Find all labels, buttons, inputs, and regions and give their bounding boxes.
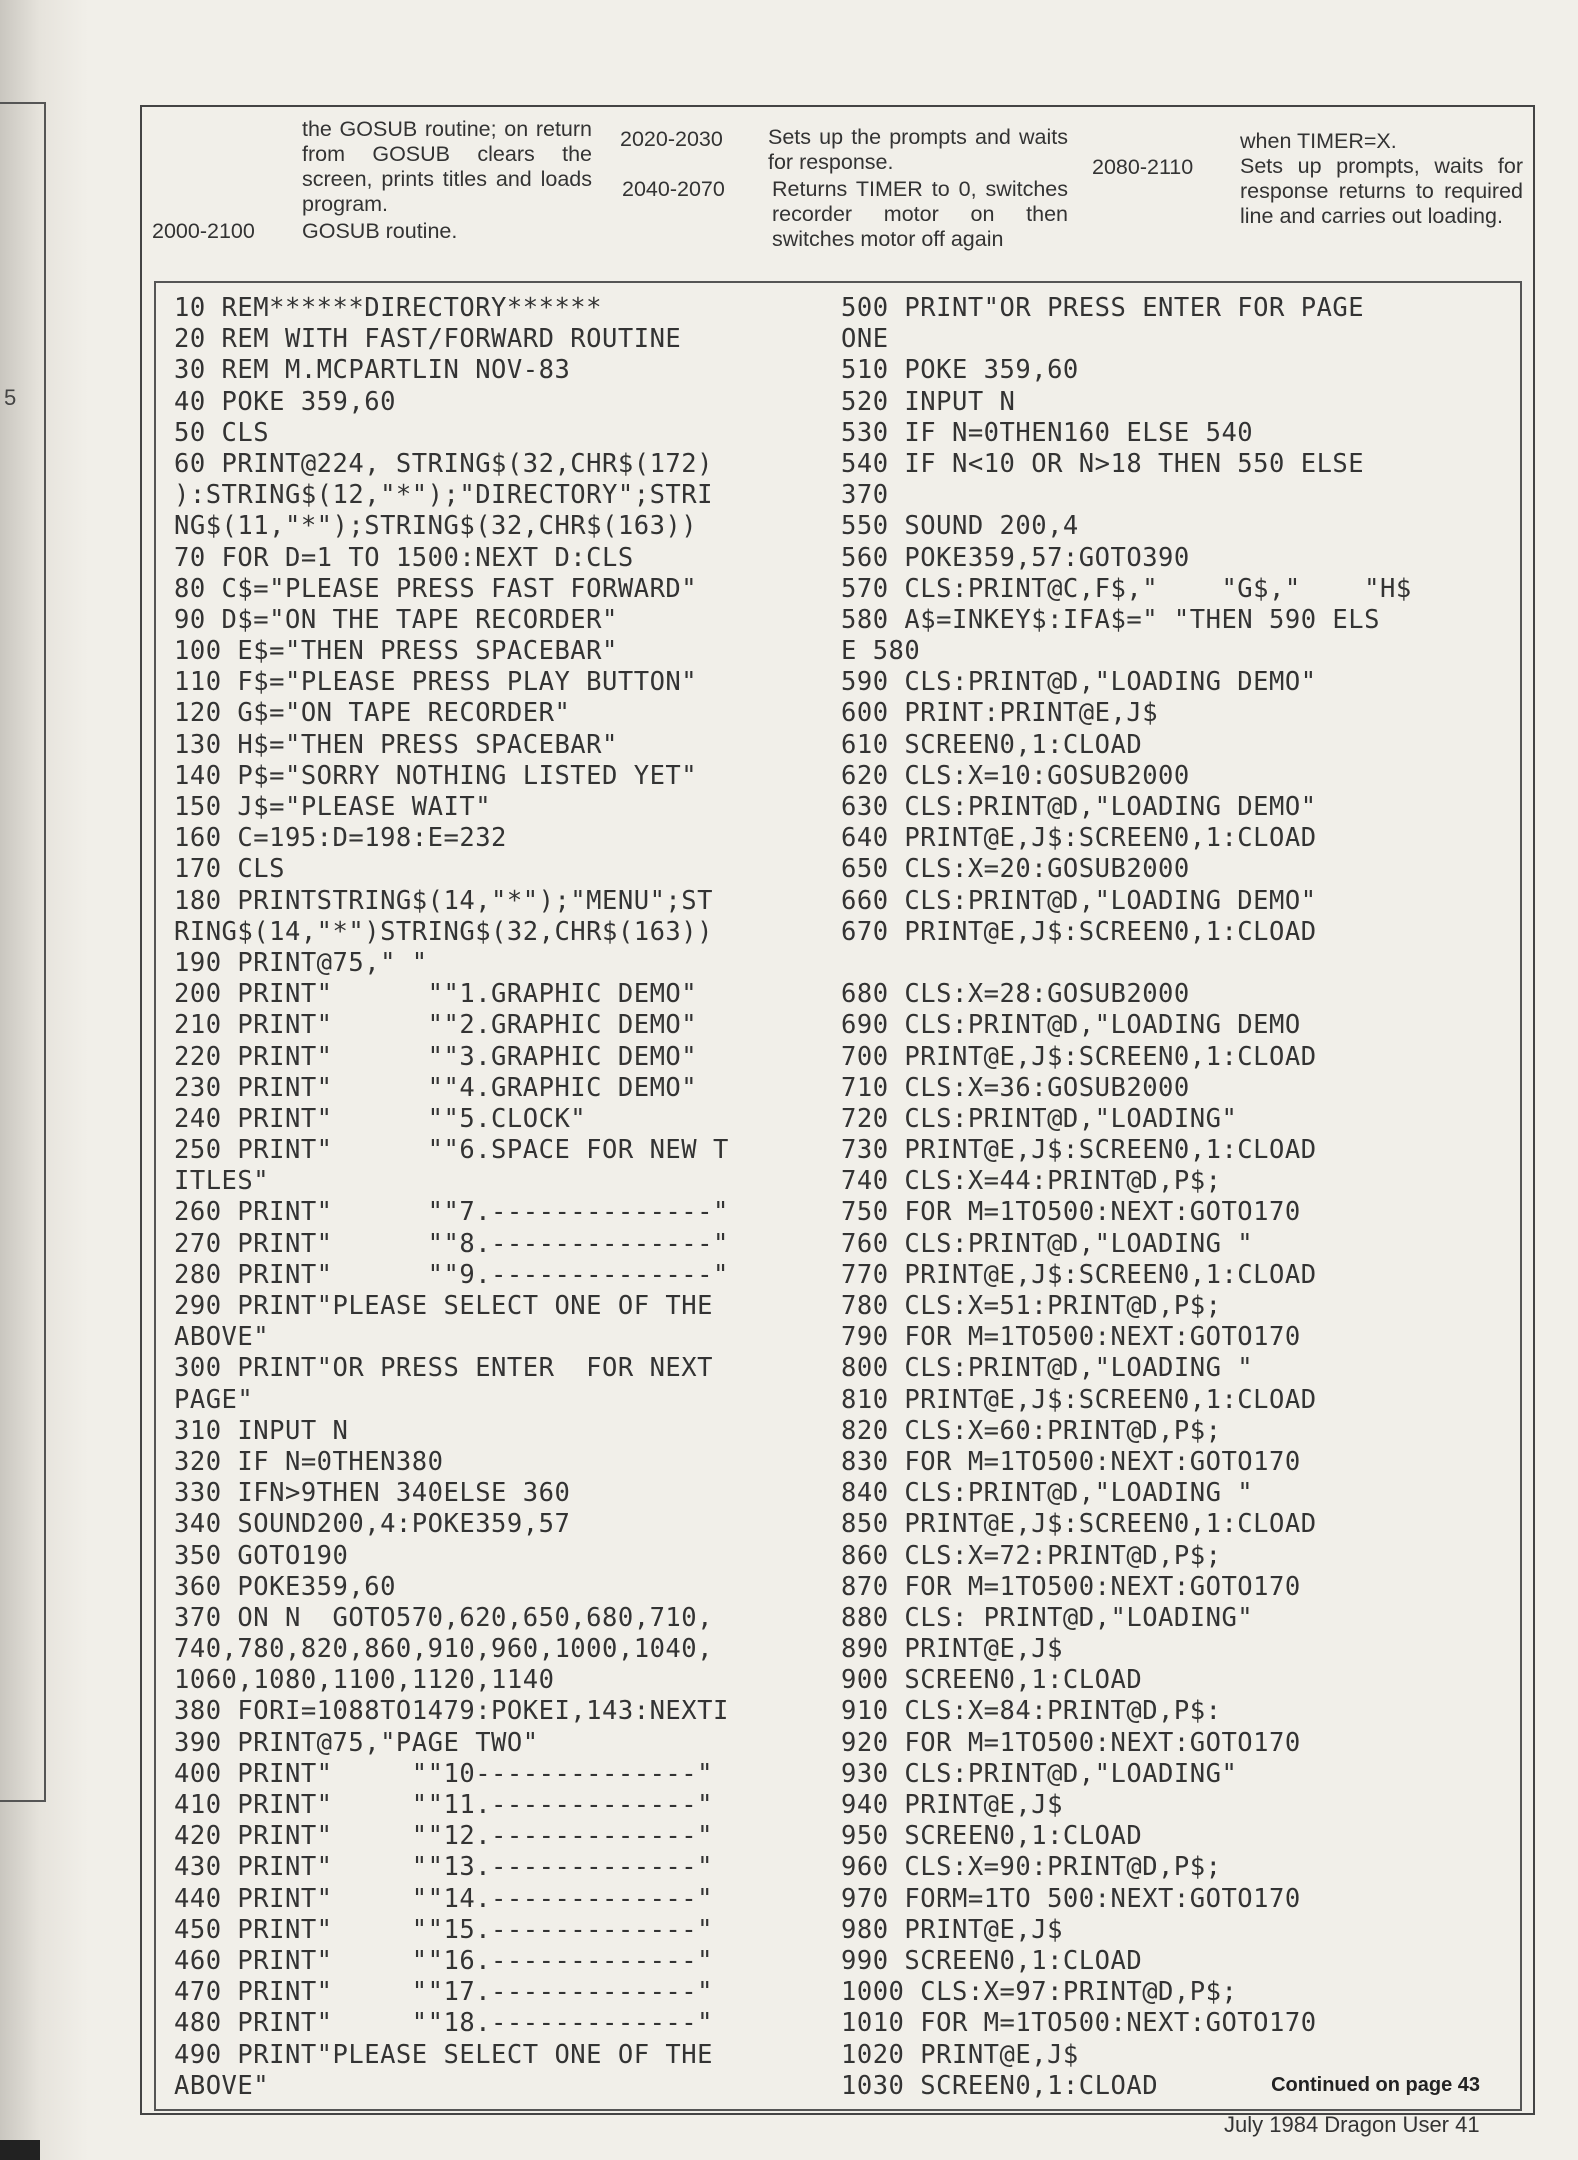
- code-line: 850 PRINT@E,J$:SCREEN0,1:CLOAD: [841, 1509, 1317, 1540]
- code-line: 740,780,820,860,910,960,1000,1040,: [174, 1634, 713, 1665]
- code-line: 650 CLS:X=20:GOSUB2000: [841, 854, 1190, 885]
- code-line: 960 CLS:X=90:PRINT@D,P$;: [841, 1852, 1222, 1883]
- adjacent-page-mark: 5: [4, 385, 17, 410]
- code-line: 220 PRINT" ""3.GRAPHIC DEMO": [174, 1041, 698, 1072]
- code-line: 790 FOR M=1TO500:NEXT:GOTO170: [841, 1322, 1301, 1353]
- code-line: 930 CLS:PRINT@D,"LOADING": [841, 1758, 1238, 1789]
- code-line: 630 CLS:PRINT@D,"LOADING DEMO": [841, 792, 1317, 822]
- code-line: 450 PRINT" ""15.-------------": [174, 1914, 713, 1945]
- page-corner-mark: [0, 2140, 40, 2160]
- code-line: 700 PRINT@E,J$:SCREEN0,1:CLOAD: [841, 1041, 1317, 1072]
- note-text-2040-2070: Returns TIMER to 0, switches recorder motor on then switches motor off again: [772, 177, 1068, 251]
- code-line: 900 SCREEN0,1:CLOAD: [841, 1665, 1143, 1696]
- code-line: 620 CLS:X=10:GOSUB2000: [841, 760, 1190, 791]
- code-line: 950 SCREEN0,1:CLOAD: [841, 1821, 1143, 1852]
- code-line: 330 IFN>9THEN 340ELSE 360: [174, 1478, 571, 1509]
- code-line: 280 PRINT" ""9.--------------": [174, 1259, 729, 1290]
- code-line: 830 FOR M=1TO500:NEXT:GOTO170: [841, 1446, 1301, 1477]
- code-line: ):STRING$(12,"*");"DIRECTORY";STRI: [174, 480, 713, 511]
- code-line: 340 SOUND200,4:POKE359,57: [174, 1509, 571, 1540]
- code-line: 610 SCREEN0,1:CLOAD: [841, 729, 1143, 760]
- code-line: 130 H$="THEN PRESS SPACEBAR": [174, 729, 618, 760]
- note-text-2020-2030: Sets up the prompts and waits for response.: [768, 125, 1068, 174]
- code-line: 70 FOR D=1 TO 1500:NEXT D:CLS: [174, 542, 634, 573]
- code-line: 260 PRINT" ""7.--------------": [174, 1197, 729, 1228]
- code-line: 860 CLS:X=72:PRINT@D,P$;: [841, 1540, 1222, 1571]
- note-gosub-continuation: the GOSUB routine; on return from GOSUB clears the screen, prints titles and loads program.: [302, 117, 592, 216]
- note-range-2000-2100: 2000-2100: [152, 219, 255, 243]
- code-line: 380 FORI=1088TO1479:POKEI,143:NEXTI: [174, 1696, 729, 1727]
- code-line: 1020 PRINT@E,J$: [841, 2039, 1079, 2070]
- code-line: 500 PRINT"OR PRESS ENTER FOR PAGE: [841, 293, 1365, 323]
- code-line: 400 PRINT" ""10--------------": [174, 1758, 713, 1789]
- code-line: 230 PRINT" ""4.GRAPHIC DEMO": [174, 1072, 698, 1103]
- adjacent-page-edge: [0, 102, 46, 1802]
- code-line: 800 CLS:PRINT@D,"LOADING ": [841, 1353, 1254, 1384]
- code-line: 920 FOR M=1TO500:NEXT:GOTO170: [841, 1727, 1301, 1758]
- code-line: [841, 948, 1521, 979]
- code-line: 490 PRINT"PLEASE SELECT ONE OF THE: [174, 2039, 713, 2070]
- code-line: 840 CLS:PRINT@D,"LOADING ": [841, 1478, 1254, 1509]
- code-line: 370 ON N GOTO570,620,650,680,710,: [174, 1602, 713, 1633]
- note-text-2000-2100: GOSUB routine.: [302, 219, 458, 243]
- code-line: 910 CLS:X=84:PRINT@D,P$:: [841, 1696, 1222, 1727]
- code-line: 720 CLS:PRINT@D,"LOADING": [841, 1103, 1238, 1134]
- code-line: ABOVE": [174, 2070, 270, 2101]
- code-line: 510 POKE 359,60: [841, 355, 1079, 386]
- code-line: 670 PRINT@E,J$:SCREEN0,1:CLOAD: [841, 916, 1317, 947]
- code-line: 150 J$="PLEASE WAIT": [174, 792, 492, 822]
- code-line: 190 PRINT@75," ": [174, 947, 428, 978]
- code-line: 350 GOTO190: [174, 1540, 349, 1571]
- code-line: 420 PRINT" ""12.-------------": [174, 1821, 713, 1852]
- code-line: 40 POKE 359,60: [174, 386, 396, 417]
- code-line: 1000 CLS:X=97:PRINT@D,P$;: [841, 1977, 1238, 2008]
- code-line: 540 IF N<10 OR N>18 THEN 550 ELSE: [841, 448, 1365, 479]
- code-line: 660 CLS:PRINT@D,"LOADING DEMO": [841, 885, 1317, 916]
- code-line: 760 CLS:PRINT@D,"LOADING ": [841, 1228, 1254, 1259]
- code-line: 300 PRINT"OR PRESS ENTER FOR NEXT: [174, 1353, 713, 1384]
- code-line: 980 PRINT@E,J$: [841, 1914, 1063, 1945]
- code-line: 240 PRINT" ""5.CLOCK": [174, 1103, 587, 1134]
- code-line: NG$(11,"*");STRING$(32,CHR$(163)): [174, 511, 698, 542]
- code-line: 320 IF N=0THEN380: [174, 1446, 444, 1477]
- code-line: 180 PRINTSTRING$(14,"*");"MENU";ST: [174, 885, 713, 916]
- code-line: 160 C=195:D=198:E=232: [174, 823, 507, 854]
- code-line: 600 PRINT:PRINT@E,J$: [841, 698, 1159, 729]
- code-line: 820 CLS:X=60:PRINT@D,P$;: [841, 1415, 1222, 1446]
- explanation-notes: [142, 107, 1533, 277]
- code-line: E 580: [841, 636, 921, 667]
- code-line: 640 PRINT@E,J$:SCREEN0,1:CLOAD: [841, 823, 1317, 854]
- code-line: 250 PRINT" ""6.SPACE FOR NEW T: [174, 1135, 729, 1166]
- code-line: 440 PRINT" ""14.-------------": [174, 1883, 713, 1914]
- code-line: 810 PRINT@E,J$:SCREEN0,1:CLOAD: [841, 1384, 1317, 1415]
- code-line: 730 PRINT@E,J$:SCREEN0,1:CLOAD: [841, 1135, 1317, 1166]
- code-line: 520 INPUT N: [841, 386, 1016, 417]
- code-line: 120 G$="ON TAPE RECORDER": [174, 698, 571, 729]
- note-range-2040-2070: 2040-2070: [622, 177, 725, 201]
- code-line: 780 CLS:X=51:PRINT@D,P$;: [841, 1291, 1222, 1321]
- code-line: ITLES": [174, 1166, 270, 1197]
- code-line: 200 PRINT" ""1.GRAPHIC DEMO": [174, 979, 698, 1010]
- code-line: 360 POKE359,60: [174, 1571, 396, 1602]
- note-timer-continuation: when TIMER=X.: [1240, 129, 1397, 153]
- code-line: 410 PRINT" ""11.-------------": [174, 1790, 713, 1820]
- listing-column-right: [841, 293, 1521, 2102]
- code-line: RING$(14,"*")STRING$(32,CHR$(163)): [174, 916, 713, 947]
- code-line: 100 E$="THEN PRESS SPACEBAR": [174, 636, 618, 667]
- code-line: 30 REM M.MCPARTLIN NOV-83: [174, 355, 571, 386]
- code-line: 480 PRINT" ""18.-------------": [174, 2008, 713, 2039]
- code-line: 430 PRINT" ""13.-------------": [174, 1852, 713, 1883]
- code-line: 210 PRINT" ""2.GRAPHIC DEMO": [174, 1010, 698, 1041]
- article-frame: [140, 105, 1535, 2115]
- code-line: 530 IF N=0THEN160 ELSE 540: [841, 417, 1254, 448]
- code-line: 10 REM******DIRECTORY******: [174, 293, 603, 323]
- program-listing: [154, 281, 1522, 2111]
- code-line: 750 FOR M=1TO500:NEXT:GOTO170: [841, 1197, 1301, 1228]
- code-line: 1030 SCREEN0,1:CLOAD: [841, 2070, 1159, 2101]
- code-line: 110 F$="PLEASE PRESS PLAY BUTTON": [174, 667, 698, 698]
- code-line: 940 PRINT@E,J$: [841, 1790, 1063, 1820]
- code-line: 570 CLS:PRINT@C,F$," "G$," "H$: [841, 573, 1412, 604]
- code-line: ABOVE": [174, 1322, 270, 1353]
- code-line: 460 PRINT" ""16.-------------": [174, 1945, 713, 1976]
- code-line: 90 D$="ON THE TAPE RECORDER": [174, 604, 618, 635]
- code-line: 310 INPUT N: [174, 1415, 349, 1446]
- code-line: 60 PRINT@224, STRING$(32,CHR$(172): [174, 448, 713, 479]
- code-line: 990 SCREEN0,1:CLOAD: [841, 1945, 1143, 1976]
- code-line: 140 P$="SORRY NOTHING LISTED YET": [174, 760, 698, 791]
- code-line: 870 FOR M=1TO500:NEXT:GOTO170: [841, 1571, 1301, 1602]
- code-line: ONE: [841, 324, 889, 355]
- note-text-2080-2110: Sets up prompts, waits for response returns to required line and carries out loading.: [1240, 154, 1523, 228]
- code-line: 1060,1080,1100,1120,1140: [174, 1665, 555, 1696]
- note-range-2080-2110: 2080-2110: [1092, 155, 1194, 179]
- code-line: 370: [841, 480, 889, 511]
- code-line: 770 PRINT@E,J$:SCREEN0,1:CLOAD: [841, 1259, 1317, 1290]
- code-line: PAGE": [174, 1384, 254, 1415]
- code-line: 390 PRINT@75,"PAGE TWO": [174, 1727, 539, 1758]
- code-line: 270 PRINT" ""8.--------------": [174, 1228, 729, 1259]
- code-line: 680 CLS:X=28:GOSUB2000: [841, 979, 1190, 1010]
- code-line: 590 CLS:PRINT@D,"LOADING DEMO": [841, 667, 1317, 698]
- code-line: 20 REM WITH FAST/FORWARD ROUTINE: [174, 324, 682, 355]
- code-line: 170 CLS: [174, 854, 285, 885]
- continued-note: Continued on page 43: [1271, 2074, 1480, 2096]
- code-line: 970 FORM=1TO 500:NEXT:GOTO170: [841, 1883, 1301, 1914]
- code-line: 1010 FOR M=1TO500:NEXT:GOTO170: [841, 2008, 1317, 2039]
- code-line: 690 CLS:PRINT@D,"LOADING DEMO: [841, 1010, 1301, 1041]
- listing-column-left: [174, 293, 814, 2102]
- code-line: 880 CLS: PRINT@D,"LOADING": [841, 1602, 1254, 1633]
- code-line: 290 PRINT"PLEASE SELECT ONE OF THE: [174, 1291, 713, 1321]
- code-line: 80 C$="PLEASE PRESS FAST FORWARD": [174, 573, 698, 604]
- code-line: 890 PRINT@E,J$: [841, 1634, 1063, 1665]
- code-line: 50 CLS: [174, 417, 270, 448]
- code-line: 740 CLS:X=44:PRINT@D,P$;: [841, 1166, 1222, 1197]
- code-line: 560 POKE359,57:GOTO390: [841, 542, 1190, 573]
- code-line: 580 A$=INKEY$:IFA$=" "THEN 590 ELS: [841, 604, 1380, 635]
- code-line: 470 PRINT" ""17.-------------": [174, 1977, 713, 2008]
- page-footer: July 1984 Dragon User 41: [1224, 2112, 1480, 2137]
- code-line: 710 CLS:X=36:GOSUB2000: [841, 1072, 1190, 1103]
- note-range-2020-2030: 2020-2030: [620, 127, 723, 151]
- code-line: 550 SOUND 200,4: [841, 511, 1079, 542]
